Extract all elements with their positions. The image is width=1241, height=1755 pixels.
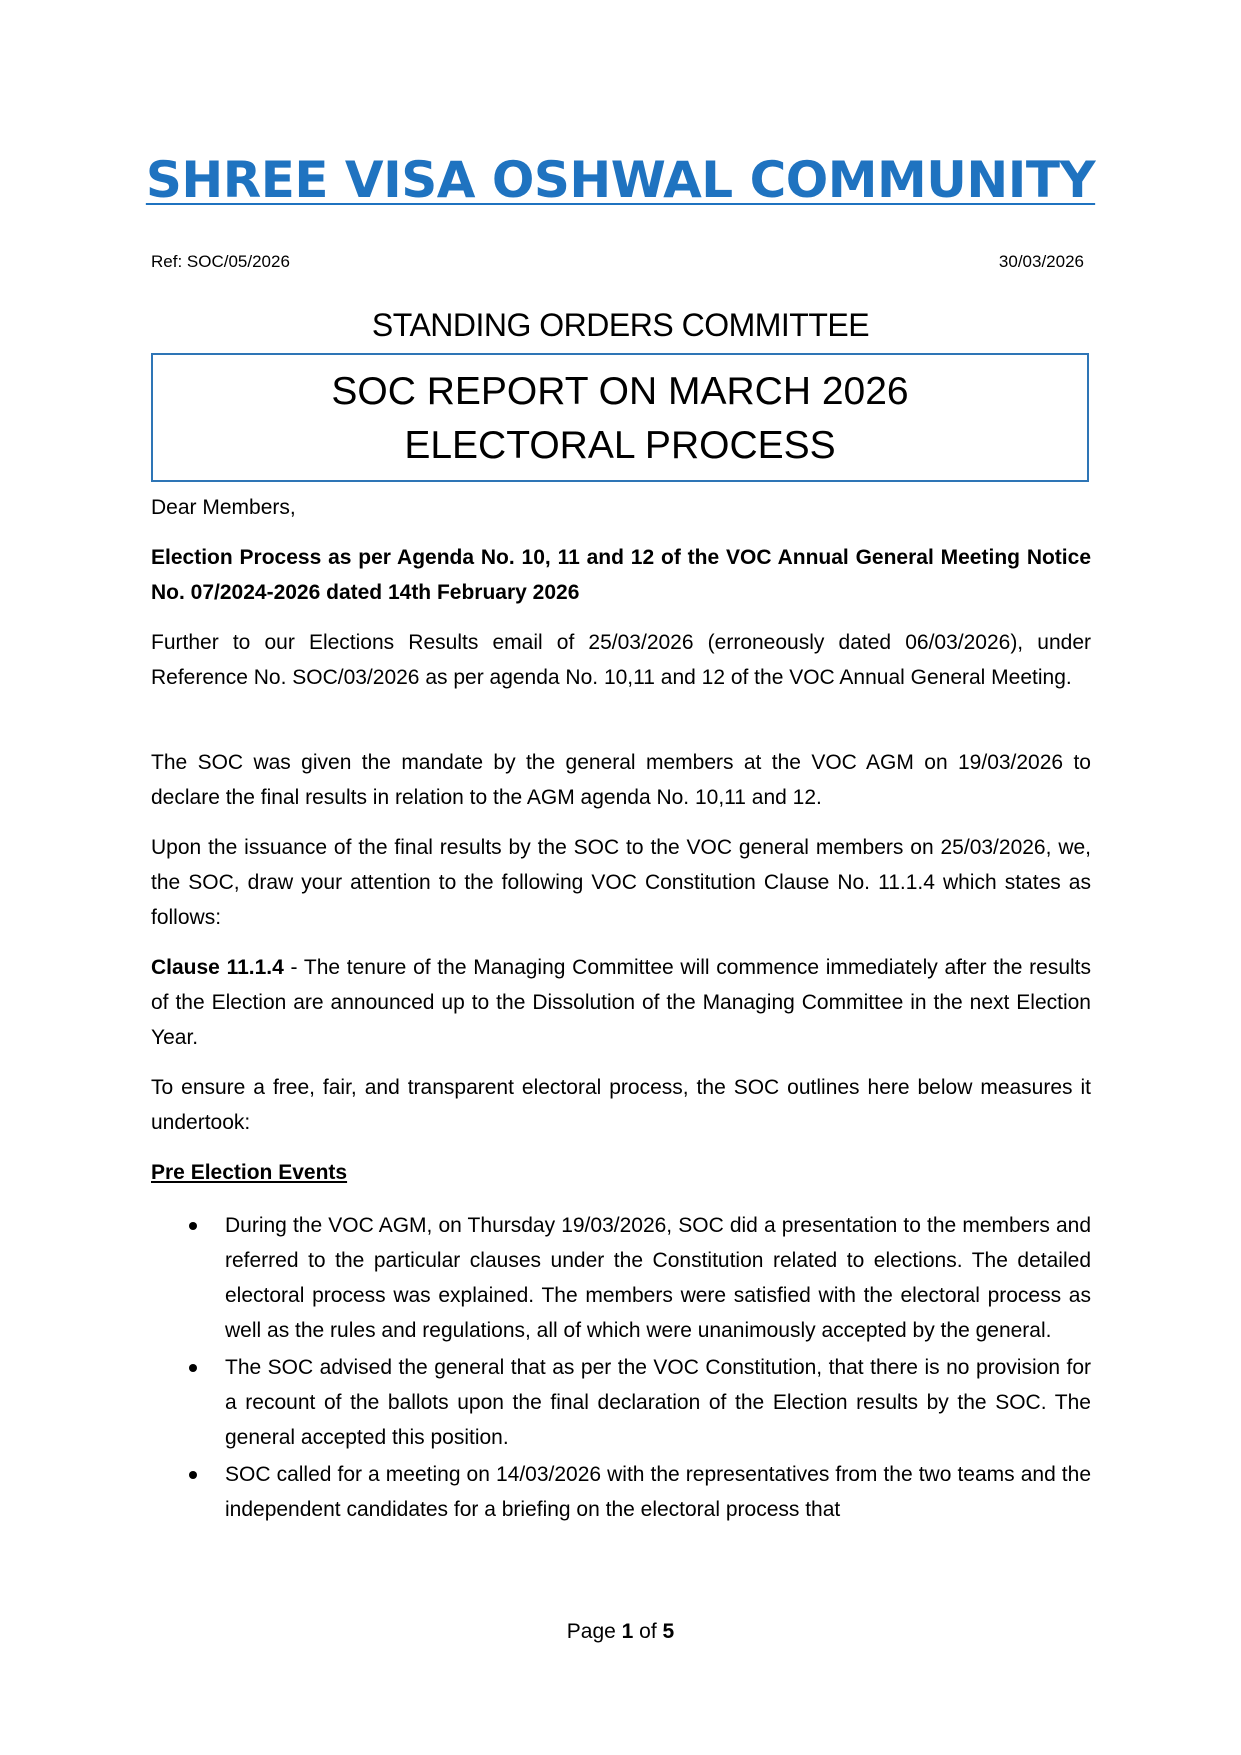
organization-title: SHREE VISA OSHWAL COMMUNITY (145, 151, 1096, 209)
pre-election-list (151, 1208, 1091, 1529)
reference-line (151, 252, 1084, 272)
paragraph-measures-intro: To ensure a free, fair, and transparent electoral process, the SOC outlines here below measures it undertook: (151, 1076, 1091, 1134)
clause-paragraph (151, 950, 1091, 1055)
bullet-icon (189, 1222, 197, 1230)
salutation: Dear Members, (151, 496, 296, 519)
clause-label: Clause 11.1.4 (151, 956, 284, 979)
committee-name: STANDING ORDERS COMMITTEE (371, 307, 870, 343)
current-page-number: 1 (621, 1620, 634, 1643)
reference-number: Ref: SOC/05/2026 (151, 252, 290, 271)
list-item: The SOC advised the general that as per the VOC Constitution, that there is no provision for a recount of the ballots upon the final declaration of the Election results by the SOC. The general accepted this position. (151, 1350, 1091, 1455)
paragraph-mandate: The SOC was given the mandate by the general members at the VOC AGM on 19/03/2026 to declare the final results in relation to the AGM agenda No. 10,11 and 12. (151, 751, 1091, 809)
page-footer: Page 1 of 5 (566, 1620, 675, 1643)
paragraph-issuance: Upon the issuance of the final results by the SOC to the VOC general members on 25/03/2026, we, the SOC, draw your attention to the following VOC Constitution Clause No. 11.1.4 which states as follows: (151, 836, 1091, 929)
bullet-icon (189, 1471, 197, 1479)
section-heading-pre-election: Pre Election Events (151, 1161, 348, 1184)
list-item: During the VOC AGM, on Thursday 19/03/2026, SOC did a presentation to the members and referred to the particular clauses under the Constitution related to elections. The detailed electoral process was explained. The members were satisfied with the electoral process as well as the rules and regulations, all of which were unanimously accepted by the general. (151, 1208, 1091, 1348)
document-date: 30/03/2026 (998, 252, 1084, 271)
paragraph-email-reference: Further to our Elections Results email of 25/03/2026 (erroneously dated 06/03/2026), under Reference No. SOC/03/2026 as per agenda No. 10,11 and 12 of the VOC Annual General Meeting. (151, 631, 1091, 689)
total-pages: 5 (662, 1620, 675, 1643)
report-title-line-1: SOC REPORT ON MARCH 2026 (331, 370, 909, 413)
bullet-icon (189, 1364, 197, 1372)
subject-heading: Election Process as per Agenda No. 10, 11 and 12 of the VOC Annual General Meeting Notice No. 07/2024-2026 dated 14th February 2026 (151, 546, 1091, 604)
list-item: SOC called for a meeting on 14/03/2026 with the representatives from the two teams and the independent candidates for a briefing on the electoral process that (151, 1457, 1091, 1527)
clause-text: - The tenure of the Managing Committee will commence immediately after the results of the Election are announced up to the Dissolution of the Managing Committee in the next Election Year. (151, 956, 1091, 1049)
report-title-box (151, 353, 1089, 482)
report-title-line-2: ELECTORAL PROCESS (404, 424, 836, 467)
